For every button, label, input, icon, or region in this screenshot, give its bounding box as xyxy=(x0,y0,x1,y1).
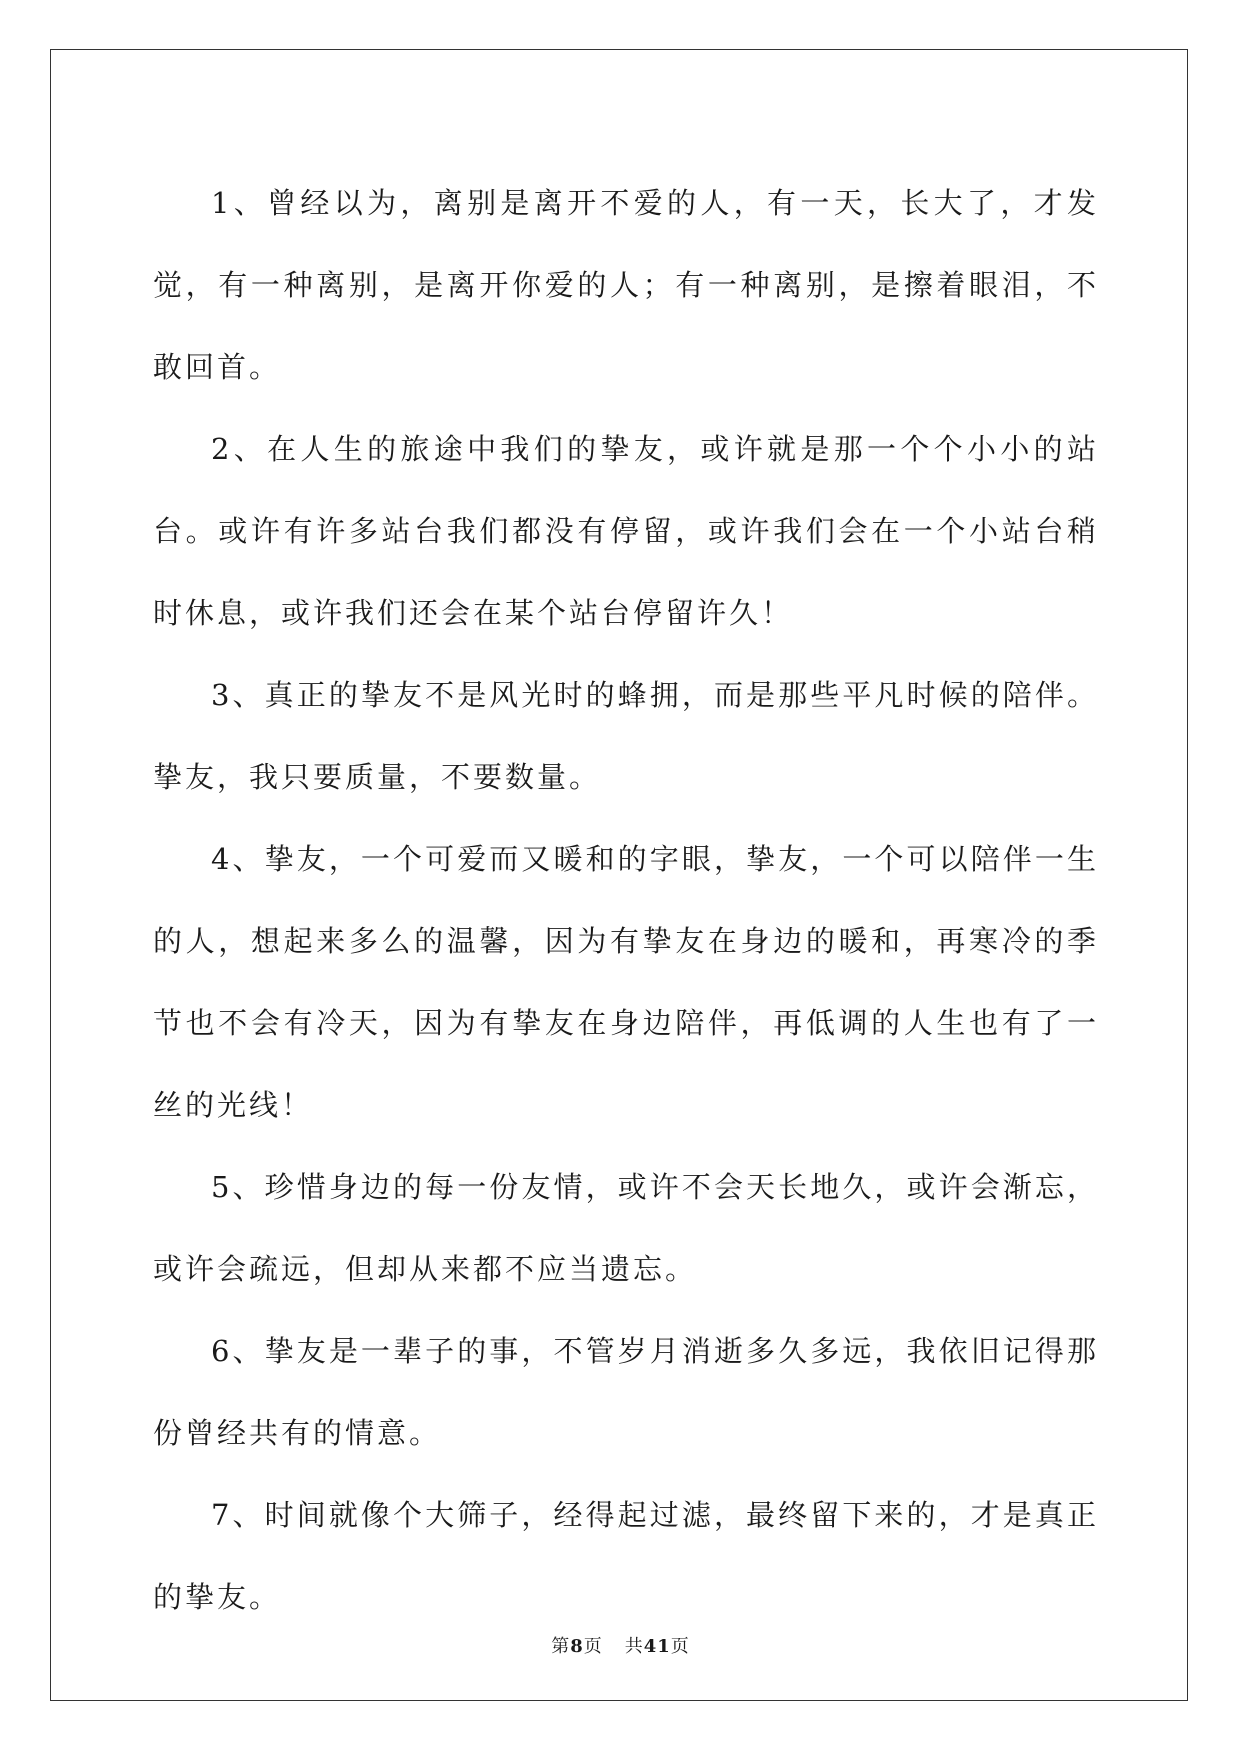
document-body xyxy=(153,162,1099,1638)
page-footer xyxy=(0,1632,1241,1658)
page-number: 8 xyxy=(570,1636,584,1657)
paragraph-4: 4、挚友，一个可爱而又暖和的字眼，挚友，一个可以陪伴一生的人，想起来多么的温馨，因为有挚友在身边的暖和，再寒冷的季节也不会有冷天，因为有挚友在身边陪伴，再低调的人生也有了一丝的光线！ xyxy=(153,842,1099,1122)
page-prefix: 第 xyxy=(551,1636,571,1657)
paragraph-6: 6、挚友是一辈子的事，不管岁月消逝多久多远，我依旧记得那份曾经共有的情意。 xyxy=(153,1334,1099,1450)
paragraph-2: 2、在人生的旅途中我们的挚友，或许就是那一个个小小的站台。或许有许多站台我们都没有停留，或许我们会在一个小站台稍时休息，或许我们还会在某个站台停留许久！ xyxy=(153,432,1099,630)
total-prefix: 共 xyxy=(624,1636,644,1657)
paragraph-5: 5、珍惜身边的每一份友情，或许不会天长地久，或许会渐忘，或许会疏远，但却从来都不应当遗忘。 xyxy=(153,1170,1099,1286)
page-suffix: 页 xyxy=(583,1636,603,1657)
paragraph-3: 3、真正的挚友不是风光时的蜂拥，而是那些平凡时候的陪伴。挚友，我只要质量，不要数量。 xyxy=(153,678,1099,794)
paragraph-1: 1、曾经以为，离别是离开不爱的人，有一天，长大了，才发觉，有一种离别，是离开你爱的人；有一种离别，是擦着眼泪，不敢回首。 xyxy=(153,186,1099,384)
total-suffix: 页 xyxy=(670,1636,690,1657)
total-pages: 41 xyxy=(643,1636,671,1657)
paragraph-7: 7、时间就像个大筛子，经得起过滤，最终留下来的，才是真正的挚友。 xyxy=(153,1498,1099,1614)
